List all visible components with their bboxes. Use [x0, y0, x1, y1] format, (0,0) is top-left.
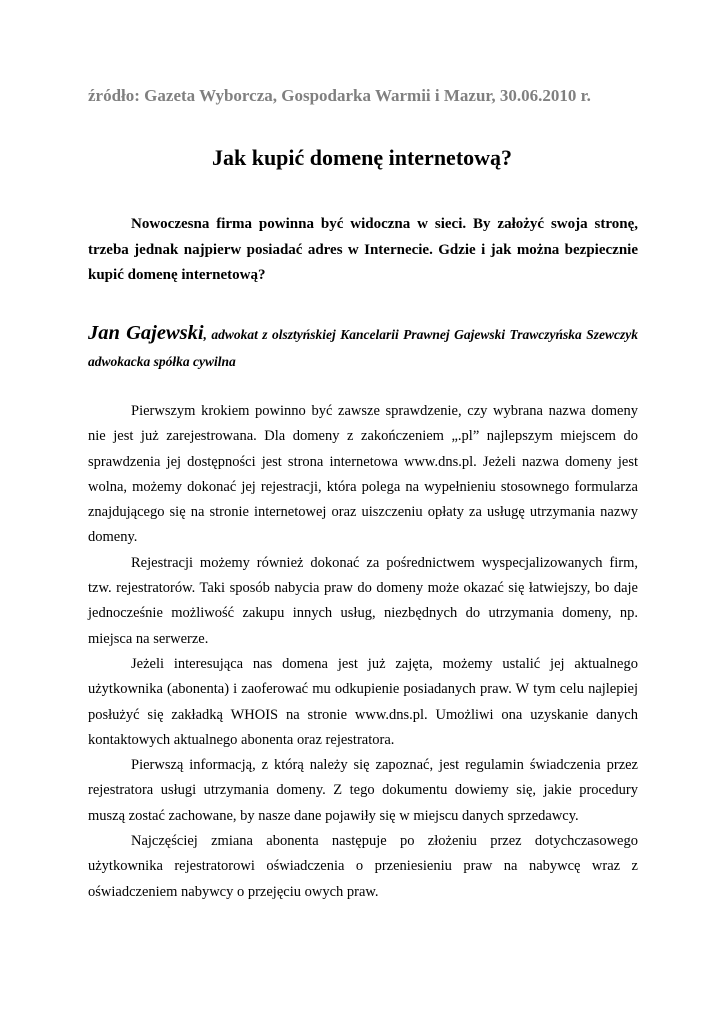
article-body	[88, 399, 638, 905]
body-paragraph: Najczęściej zmiana abonenta następuje po złożeniu przez dotychczasowego użytkownika rejestratorowi oświadczenia o przeniesieniu praw na nabywcę wraz z oświadczeniem nabywcy o przejęciu owych praw.	[88, 833, 638, 900]
author-line	[88, 320, 638, 375]
body-paragraph: Pierwszą informacją, z którą należy się zapoznać, jest regulamin świadczenia przez rejestratora usługi utrzymania domeny. Z tego dokumentu dowiemy się, jakie procedury muszą zostać zachowane, by nasze dane pojawiły się w miejscu danych sprzedawcy.	[88, 757, 638, 824]
author-name: Jan Gajewski	[88, 322, 204, 344]
body-paragraph: Jeżeli interesująca nas domena jest już zajęta, możemy ustalić jej aktualnego użytkownika (abonenta) i zaoferować mu odkupienie posiadanych praw. W tym celu najlepiej posłużyć się zakładką WHOIS na stronie www.dns.pl. Umożliwi ona uzyskanie danych kontaktowych aktualnego abonenta oraz rejestratora.	[88, 655, 638, 748]
body-paragraph: Rejestracji możemy również dokonać za pośrednictwem wyspecjalizowanych firm, tzw. rejestratorów. Taki sposób nabycia praw do domeny może okazać się łatwiejszy, bo daje jednocześnie możliwość zakupu innych usług, niezbędnych do utrzymania domeny, np. miejsca na serwerze.	[88, 554, 638, 647]
source-line: źródło: Gazeta Wyborcza, Gospodarka Warmii i Mazur, 30.06.2010 r.	[88, 86, 591, 105]
body-paragraph: Pierwszym krokiem powinno być zawsze sprawdzenie, czy wybrana nazwa domeny nie jest już zarejestrowana. Dla domeny z zakończeniem „.pl” najlepszym miejscem do sprawdzenia jej dostępności jest strona internetowa www.dns.pl. Jeżeli nazwa domeny jest wolna, możemy dokonać jej rejestracji, która polega na wypełnieniu stosownego formularza znajdującego się na stronie internetowej oraz uiszczeniu opłaty za usługę utrzymania nazwy domeny.	[88, 403, 638, 546]
article-title: Jak kupić domenę internetową?	[211, 145, 513, 170]
article-lead: Nowoczesna firma powinna być widoczna w sieci. By założyć swoja stronę, trzeba jednak najpierw posiadać adres w Internecie. Gdzie i jak można bezpiecznie kupić domenę internetową?	[88, 216, 638, 283]
author-affiliation: , adwokat z olsztyńskiej Kancelarii Prawnej Gajewski Trawczyńska Szewczyk adwokacka spółka cywilna	[88, 327, 638, 369]
